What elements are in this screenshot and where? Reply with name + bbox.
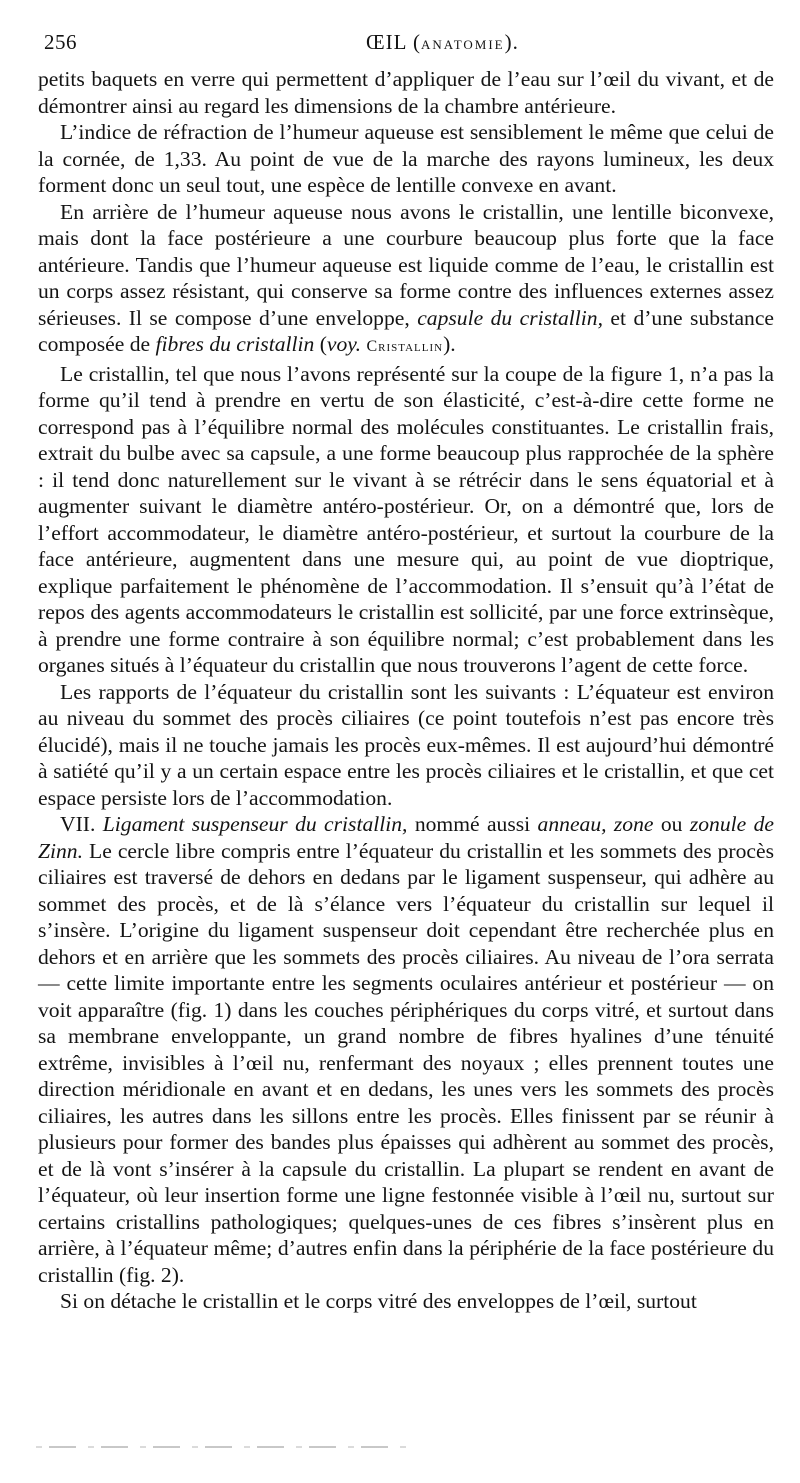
italic-text: fibres du cristallin: [155, 332, 315, 356]
italic-text: Ligament suspenseur du cristallin,: [102, 812, 408, 836]
text-run: L’indice de réfraction de l’humeur aqueuse est sensiblement le même que celui de la cornée, de 1,33. Au point de vue de la marche des rayons lumineux, les deux forment donc un seul tout, une espèce de lentille convexe en avant.: [38, 120, 774, 197]
body-text: [38, 66, 774, 1315]
text-run: En arrière de l’humeur aqueuse nous avons le cristallin, une lentille biconvexe, mais dont la face postérieure a une courbure beaucoup plus forte que la face antérieure. Tandis que l’humeur aqueuse est liquide comme de l’eau, le cristallin est un corps assez résistant, qui conserve sa forme contre des influences externes assez sérieuses. Il se compose d’une enveloppe,: [38, 199, 774, 330]
small-caps-text: Cristallin: [366, 338, 444, 355]
paragraph: [38, 1288, 774, 1315]
text-run: petits baquets en verre qui permettent d’appliquer de l’eau sur l’œil du vivant, et de démontrer ainsi au regard les dimensions de la chambre antérieure.: [38, 67, 774, 118]
text-run: et d’une substance composée de: [38, 305, 774, 356]
text-run: (: [314, 332, 327, 356]
text-run: Le cristallin, tel que nous l’avons représenté sur la coupe de la figure 1, n’a pas la forme qu’il tend à prendre en vertu de son élasticité, c’est-à-dire cette forme ne correspond pas à l’équilibre normal des molécules constituantes. Le cristallin frais, extrait du bulbe avec sa capsule, a une forme beaucoup plus rapprochée de la sphère : il tend donc naturellement sur le vivant à se rétrécir dans le sens équatorial et à augmenter suivant le diamètre antéro-postérieur. Or, on a démontré que, lors de l’effort accommodateur, le diamètre antéro-postérieur, et surtout la courbure de la face antérieure, augmentent dans une mesure qui, au point de vue dioptrique, explique parfaitement le phénomène de l’accommodation. Il s’ensuit qu’à l’état de repos des agents accommodateurs le cristallin est sollicité, par une force extrinsèque, à prendre une forme contraire à son équilibre normal; c’est probablement dans les organes situés à l’équateur du cristallin que nous trouverons l’agent de cette force.: [38, 361, 774, 677]
italic-text: capsule du cristallin,: [417, 305, 603, 330]
paragraph: [38, 811, 774, 1288]
text-run: Si on détache le cristallin et le corps vitré des enveloppes de l’œil, surtout: [60, 1289, 697, 1313]
text-run: nommé aussi: [407, 812, 538, 836]
page-number: 256: [44, 30, 77, 54]
running-head: [366, 30, 519, 55]
italic-text: voy.: [326, 332, 362, 356]
paragraph: [38, 679, 774, 812]
running-head-subtitle: ANATOMIE: [420, 37, 505, 52]
text-run: Les rapports de l’équateur du cristallin sont les suivants : L’équateur est environ au niveau du sommet des procès ciliaires (ce point toutefois n’est pas encore très élucidé), mais il ne touche jamais les procès eux-mêmes. Il est aujourd’hui démontré à satiété qu’il y a un certain espace entre les procès ciliaires et le cristallin, et que cet espace persiste lors de l’accommodation.: [38, 679, 774, 810]
text-run: ou: [653, 812, 690, 836]
italic-text: anneau, zone: [537, 812, 654, 836]
paragraph: [38, 119, 774, 199]
paragraph: [38, 361, 774, 679]
italic-text: zonule de Zinn.: [38, 812, 774, 863]
footer-print-artifact: [36, 1446, 406, 1448]
text-run: Le cercle libre compris entre l’équateur du cristallin et les sommets des procès ciliaires est traversé de dehors en dedans par le ligament suspenseur, qui adhère au sommet des procès, et de là s’élance vers l’équateur du cristallin sur lequel il s’insère. L’origine du ligament suspenseur doit cependant être recherchée plus en dehors et en arrière que les sommets des procès ciliaires. Au niveau de l’ora serrata — cette limite importante entre les segments oculaires antérieur et postérieur — on voit apparaître (fig. 1) dans les couches périphériques du corps vitré, et surtout dans sa membrane enveloppante, un grand nombre de fibres hyalines d’une ténuité extrême, invisibles à l’œil nu, renfermant des noyaux ; elles prennent toutes une direction méridionale en avant et en dedans, les unes vers les sommets des procès ciliaires, les autres dans les sillons entre les procès. Elles finissent par se réunir à plusieurs pour former des bandes plus épaisses qui adhèrent au sommet des procès, et de là vont s’insérer à la capsule du cristallin. La plupart se rendent en avant de l’équateur, où leur insertion forme une ligne festonnée visible à l’œil nu, surtout sur certains cristallins pathologiques; quelques-unes de ces fibres s’insèrent plus en arrière, à l’équateur même; d’autres enfin dans la périphérie de la face postérieure du cristallin (fig. 2).: [38, 838, 774, 1287]
running-head-close: ).: [504, 30, 519, 54]
paragraph: [38, 66, 774, 119]
text-run: ).: [443, 332, 456, 356]
page-header: [40, 28, 780, 58]
running-head-title: ŒIL (: [366, 30, 421, 54]
paragraph: [38, 199, 774, 361]
text-run: VII.: [60, 812, 103, 836]
